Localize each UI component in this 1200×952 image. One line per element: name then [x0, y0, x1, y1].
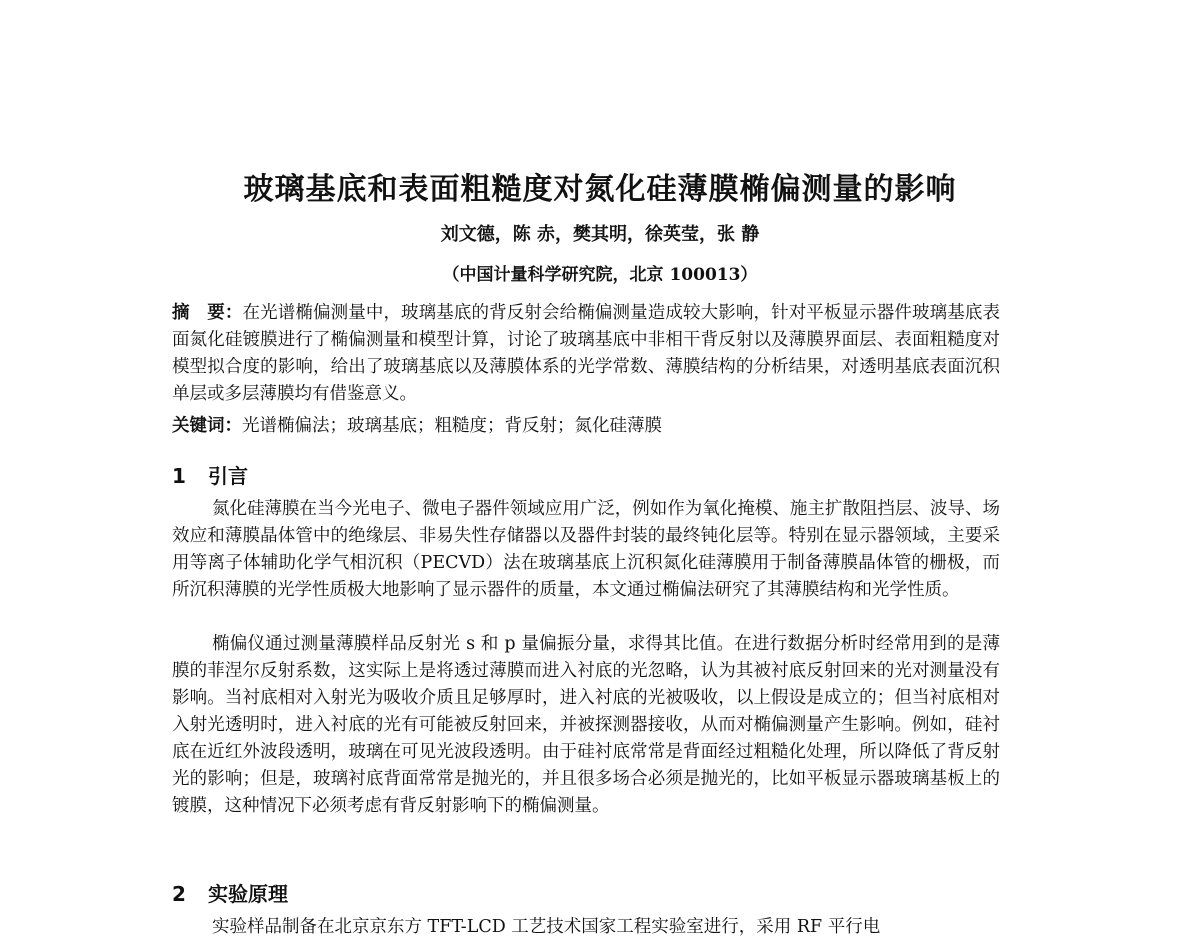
section-title: 实验原理	[208, 882, 288, 906]
section-number: 1	[172, 464, 186, 488]
keywords	[172, 413, 1000, 440]
intro-paragraph-1: 氮化硅薄膜在当今光电子、微电子器件领域应用广泛，例如作为氧化掩模、施主扩散阻挡层、波导、场效应和薄膜晶体管中的绝缘层、非易失性存储器以及器件封装的最终钝化层等。特别在显示器领域，主要采用等离子体辅助化学气相沉积（PECVD）法在玻璃基底上沉积氮化硅薄膜用于制备薄膜晶体管的栅极，而所沉积薄膜的光学性质极大地影响了显示器件的质量，本文通过椭偏法研究了其薄膜结构和光学性质。	[172, 499, 1000, 600]
abstract-text: 在光谱椭偏测量中，玻璃基底的背反射会给椭偏测量造成较大影响，针对平板显示器件玻璃基底表面氮化硅镀膜进行了椭偏测量和模型计算，讨论了玻璃基底中非相干背反射以及薄膜界面层、表面粗糙度对模型拟合度的影响，给出了玻璃基底以及薄膜体系的光学常数、薄膜结构的分析结果，对透明基底表面沉积单层或多层薄膜均有借鉴意义。	[172, 303, 1001, 404]
affiliation: （中国计量科学研究院，北京 100013）	[442, 265, 758, 285]
abstract-label: 摘 要：	[172, 303, 243, 323]
section-number: 2	[172, 882, 186, 906]
section-heading-principle	[172, 878, 288, 907]
keywords-text: 光谱椭偏法；玻璃基底；粗糙度；背反射；氮化硅薄膜	[242, 416, 662, 436]
principle-paragraph-1: 实验样品制备在北京京东方 TFT-LCD 工艺技术国家工程实验室进行，采用 RF 平行电	[212, 917, 881, 937]
section-title: 引言	[208, 464, 248, 488]
paper-title: 玻璃基底和表面粗糙度对氮化硅薄膜椭偏测量的影响	[243, 172, 957, 207]
section-heading-introduction	[172, 460, 248, 489]
keywords-label: 关键词：	[172, 416, 242, 436]
abstract	[172, 300, 1000, 408]
intro-paragraph-2: 椭偏仪通过测量薄膜样品反射光 s 和 p 量偏振分量，求得其比值。在进行数据分析时经常用到的是薄膜的菲涅尔反射系数，这实际上是将透过薄膜而进入衬底的光忽略，认为其被衬底反射回来的光对测量没有影响。当衬底相对入射光为吸收介质且足够厚时，进入衬底的光被吸收，以上假设是成立的；但当衬底相对入射光透明时，进入衬底的光有可能被反射回来，并被探测器接收，从而对椭偏测量产生影响。例如，硅衬底在近红外波段透明，玻璃在可见光波段透明。由于硅衬底常常是背面经过粗糙化处理，所以降低了背反射光的影响；但是，玻璃衬底背面常常是抛光的，并且很多场合必须是抛光的，比如平板显示器玻璃基板上的镀膜，这种情况下必须考虑有背反射影响下的椭偏测量。	[172, 634, 1000, 816]
author-list: 刘文德，陈 赤，樊其明，徐英莹，张 静	[440, 224, 760, 245]
